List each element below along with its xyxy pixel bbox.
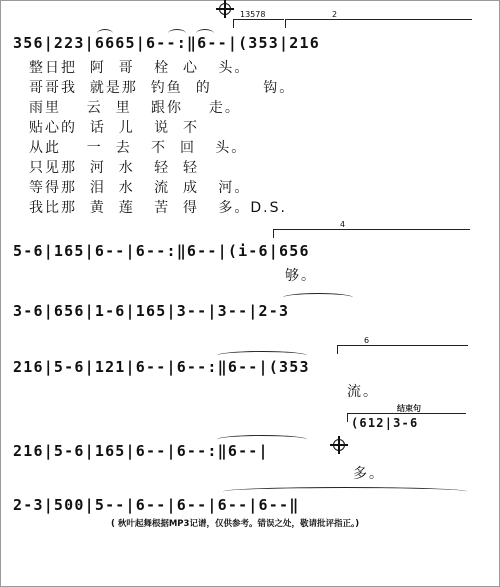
lyric-verse-4: 贴心的 话 儿 说 不 — [29, 120, 200, 136]
lyric-verse-5: 从此 一 去 不 回 头。 — [29, 140, 248, 156]
score-row-5 — [13, 441, 487, 465]
volta-bracket-4 — [273, 220, 470, 238]
lyric-verse-2: 哥哥我 就是那 钓鱼 的 钩。 — [29, 80, 296, 96]
volta-label-4: 4 — [340, 220, 346, 229]
volta-bracket-1 — [233, 10, 284, 28]
ending-phrase-label: 结束句 — [397, 404, 421, 413]
lyric-verse-3: 雨里 云 里 跟你 走。 — [29, 100, 241, 116]
score-row-2 — [13, 241, 487, 265]
notes-row-1: 356|223|6665|6--:‖6--|(353|216 — [13, 34, 320, 52]
lyric-verse-1: 整日把 阿 哥 栓 心 头。 — [29, 60, 251, 76]
notes-row-2: 5-6|165|6--|6--:‖6--|(i-6|656 — [13, 242, 310, 260]
notes-row-6: 2-3|500|5--|6--|6--|6--|6--‖ — [13, 496, 300, 514]
volta-label-1: 13578 — [240, 10, 266, 19]
volta-bracket-6 — [337, 336, 468, 354]
notes-row-3: 3-6|656|1-6|165|3--|3--|2-3 — [13, 302, 290, 320]
notes-row-4: 216|5-6|121|6--|6--:‖6--|(353 — [13, 358, 310, 376]
volta-bracket-2 — [285, 10, 472, 28]
notes-row-5: 216|5-6|165|6--|6--:‖6--| — [13, 442, 269, 460]
coda-sign-icon — [219, 3, 231, 15]
lyric-row-4: 流。 — [347, 384, 379, 400]
volta-label-2: 2 — [332, 10, 338, 19]
notes-row-5-ending: (612|3-6 — [351, 416, 419, 430]
lyric-row-2: 够。 — [285, 268, 317, 284]
lyric-verse-7: 等得那 泪 水 流 成 河。 — [29, 180, 251, 196]
score-row-6 — [13, 495, 487, 519]
lyric-verse-8: 我比那 黄 莲 苦 得 多。D.S. — [29, 200, 287, 216]
volta-label-6: 6 — [364, 336, 370, 345]
score-row-3 — [13, 301, 487, 325]
score-row-4 — [13, 357, 487, 381]
lyric-row-5: 多。 — [353, 466, 385, 482]
transcription-footnote: ( 秋叶起舞根据MP3记谱，仅供参考。错误之处，敬请批评指正。) — [111, 519, 360, 529]
score-row-1 — [13, 33, 487, 57]
lyric-verse-6: 只见那 河 水 轻 轻 — [29, 160, 200, 176]
